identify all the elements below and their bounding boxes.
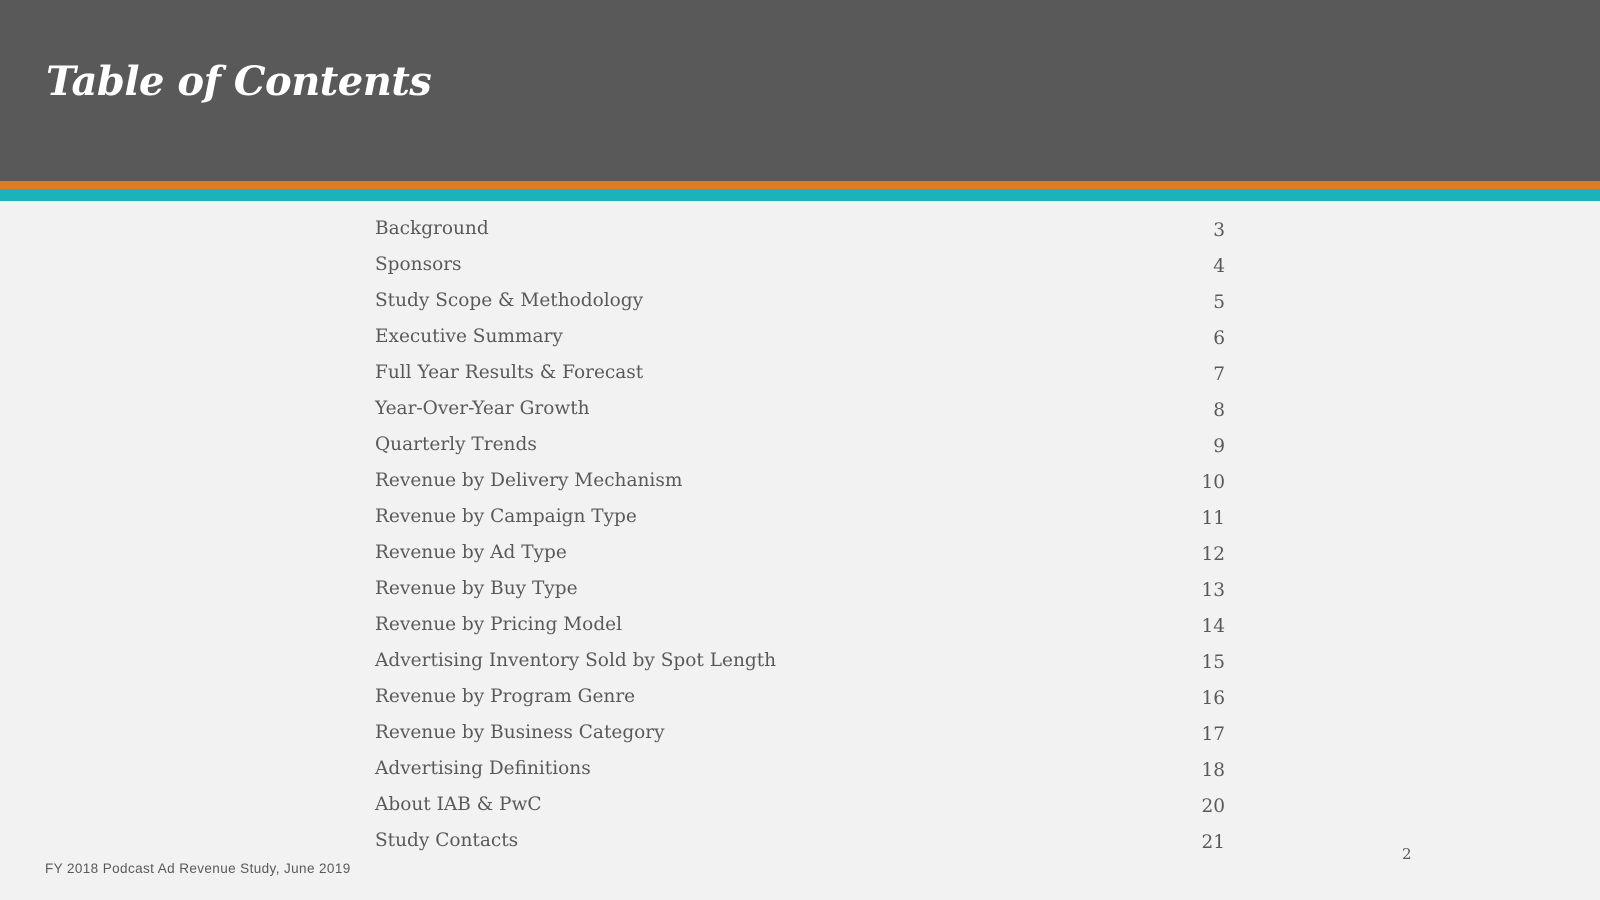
- toc-entry-page-number: 16: [1201, 687, 1225, 709]
- toc-entry-label: About IAB & PwC: [375, 793, 542, 815]
- toc-entry-page-number: 9: [1213, 435, 1225, 457]
- toc-entry[interactable]: [375, 750, 1225, 786]
- toc-entry-page-number: 20: [1201, 795, 1225, 817]
- toc-entry-page-number: 6: [1213, 327, 1225, 349]
- toc-entry-page-number: 8: [1213, 399, 1225, 421]
- toc-entry-label: Revenue by Business Category: [375, 721, 665, 743]
- toc-entry-page-number: 10: [1201, 471, 1225, 493]
- toc-entry-page-number: 5: [1213, 291, 1225, 313]
- toc-entry[interactable]: [375, 498, 1225, 534]
- toc-entry[interactable]: [375, 318, 1225, 354]
- header-banner: [0, 0, 1600, 181]
- toc-entry-page-number: 12: [1201, 543, 1225, 565]
- toc-entry-page-number: 18: [1201, 759, 1225, 781]
- toc-entry-page-number: 4: [1213, 255, 1225, 277]
- toc-entry[interactable]: [375, 282, 1225, 318]
- toc-entry-label: Full Year Results & Forecast: [375, 361, 644, 383]
- accent-stripe-orange: [0, 181, 1600, 189]
- toc-entry-label: Study Contacts: [375, 829, 519, 851]
- toc-entry[interactable]: [375, 426, 1225, 462]
- toc-entry[interactable]: [375, 570, 1225, 606]
- page-number: 2: [1402, 845, 1412, 863]
- table-of-contents: [375, 210, 1225, 858]
- toc-entry[interactable]: [375, 678, 1225, 714]
- toc-entry[interactable]: [375, 210, 1225, 246]
- toc-entry[interactable]: [375, 642, 1225, 678]
- toc-entry-label: Advertising Definitions: [375, 757, 591, 779]
- toc-entry[interactable]: [375, 714, 1225, 750]
- toc-entry-label: Revenue by Campaign Type: [375, 505, 637, 527]
- toc-entry-label: Revenue by Pricing Model: [375, 613, 623, 635]
- toc-entry-label: Executive Summary: [375, 325, 563, 347]
- toc-entry-label: Quarterly Trends: [375, 433, 537, 455]
- toc-entry-label: Revenue by Ad Type: [375, 541, 567, 563]
- toc-entry-label: Advertising Inventory Sold by Spot Length: [375, 649, 777, 671]
- toc-entry-page-number: 7: [1213, 363, 1225, 385]
- toc-entry[interactable]: [375, 786, 1225, 822]
- accent-stripe-teal: [0, 189, 1600, 201]
- toc-entry-page-number: 15: [1201, 651, 1225, 673]
- page-title: Table of Contents: [46, 58, 432, 105]
- toc-entry-label: Background: [375, 217, 489, 239]
- toc-entry-label: Revenue by Buy Type: [375, 577, 578, 599]
- toc-entry[interactable]: [375, 606, 1225, 642]
- toc-entry-label: Revenue by Program Genre: [375, 685, 636, 707]
- toc-entry-label: Year-Over-Year Growth: [375, 397, 590, 419]
- toc-entry[interactable]: [375, 822, 1225, 858]
- toc-entry-page-number: 13: [1201, 579, 1225, 601]
- toc-entry-label: Revenue by Delivery Mechanism: [375, 469, 683, 491]
- toc-entry-page-number: 21: [1201, 831, 1225, 853]
- toc-entry-page-number: 11: [1201, 507, 1225, 529]
- toc-entry-page-number: 14: [1201, 615, 1225, 637]
- toc-entry-label: Sponsors: [375, 253, 462, 275]
- toc-entry-label: Study Scope & Methodology: [375, 289, 644, 311]
- toc-entry[interactable]: [375, 354, 1225, 390]
- toc-entry[interactable]: [375, 462, 1225, 498]
- toc-entry[interactable]: [375, 246, 1225, 282]
- toc-entry-page-number: 17: [1201, 723, 1225, 745]
- toc-entry-page-number: 3: [1213, 219, 1225, 241]
- toc-entry[interactable]: [375, 390, 1225, 426]
- footer-text: FY 2018 Podcast Ad Revenue Study, June 2019: [45, 861, 351, 876]
- toc-entry[interactable]: [375, 534, 1225, 570]
